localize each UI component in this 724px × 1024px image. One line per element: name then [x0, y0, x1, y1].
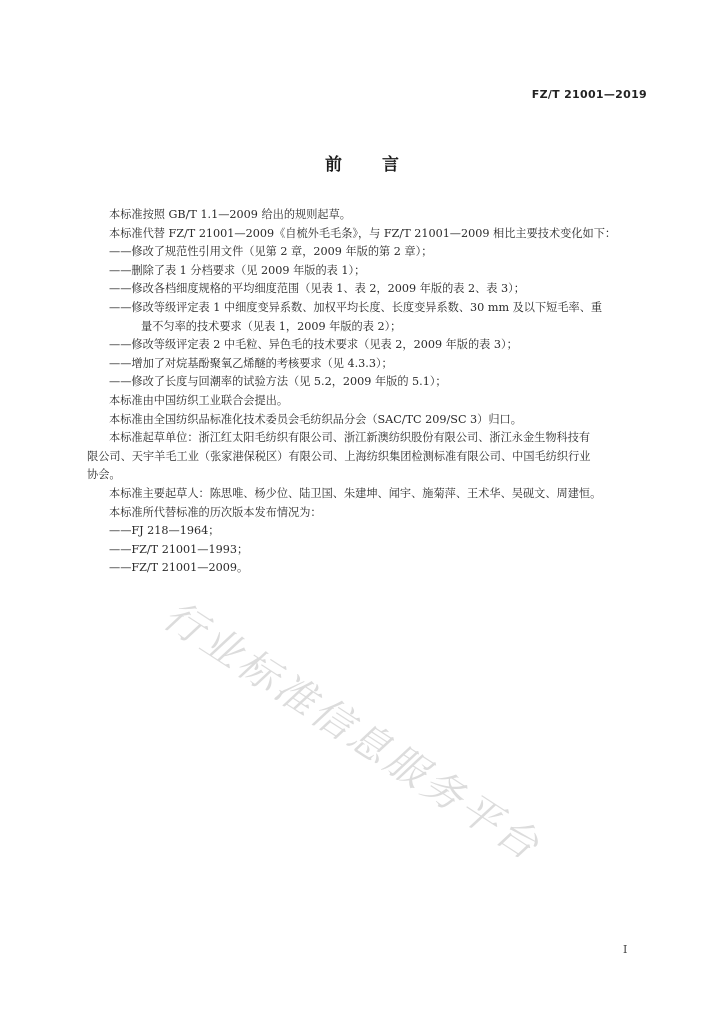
paragraph: 本标准由中国纺织工业联合会提出。: [109, 393, 289, 407]
version-item: ——FZ/T 21001—1993；: [109, 542, 249, 556]
standard-code: FZ/T 21001—2019: [531, 88, 647, 101]
change-item: ——修改等级评定表 1 中细度变异系数、加权平均长度、长度变异系数、30 mm 及以下短毛率、重: [109, 300, 603, 314]
change-item: ——增加了对烷基酚聚氧乙烯醚的考核要求（见 4.3.3）；: [109, 356, 393, 370]
paragraph-continued: 协会。: [87, 468, 121, 482]
change-item: ——修改等级评定表 2 中毛粒、异色毛的技术要求（见表 2，2009 年版的表 3）；: [109, 338, 518, 352]
paragraph: 本标准由全国纺织品标准化技术委员会毛纺织品分会（SAC/TC 209/SC 3）归口。: [109, 412, 522, 426]
change-item-continued: 量不匀率的技术要求（见表 1，2009 年版的表 2）；: [141, 319, 402, 333]
title-char-1: 前: [325, 155, 342, 175]
change-item: ——修改了长度与回潮率的试验方法（见 5.2，2009 年版的 5.1）；: [109, 375, 447, 389]
watermark: 行业标准信息服务平台: [155, 592, 550, 871]
foreword-body: [87, 206, 649, 578]
change-item: ——修改各档细度规格的平均细度范围（见表 1、表 2，2009 年版的表 2、表 3）；: [109, 282, 525, 296]
change-item: ——修改了规范性引用文件（见第 2 章，2009 年版的第 2 章）；: [109, 245, 433, 259]
page-title: [0, 150, 724, 175]
paragraph: 本标准主要起草人：陈思唯、杨少位、陆卫国、朱建坤、闻宇、施菊萍、王术华、吴砚文、周建恒。: [109, 486, 602, 500]
paragraph-continued: 限公司、天宇羊毛工业（张家港保税区）有限公司、上海纺织集团检测标准有限公司、中国毛纺织行业: [87, 449, 591, 463]
version-item: ——FJ 218—1964；: [109, 524, 220, 538]
paragraph: 本标准按照 GB/T 1.1—2009 给出的规则起草。: [109, 208, 351, 221]
page-number: I: [623, 943, 628, 956]
paragraph: 本标准代替 FZ/T 21001—2009《自梳外毛毛条》，与 FZ/T 21001—2009 相比主要技术变化如下：: [109, 226, 617, 240]
paragraph: 本标准所代替标准的历次版本发布情况为：: [109, 505, 322, 519]
title-char-2: 言: [382, 155, 399, 175]
version-item: ——FZ/T 21001—2009。: [109, 561, 249, 575]
paragraph: 本标准起草单位：浙江红太阳毛纺织有限公司、浙江新澳纺织股份有限公司、浙江永金生物科技有: [109, 431, 591, 445]
change-item: ——删除了表 1 分档要求（见 2009 年版的表 1）；: [109, 263, 366, 277]
